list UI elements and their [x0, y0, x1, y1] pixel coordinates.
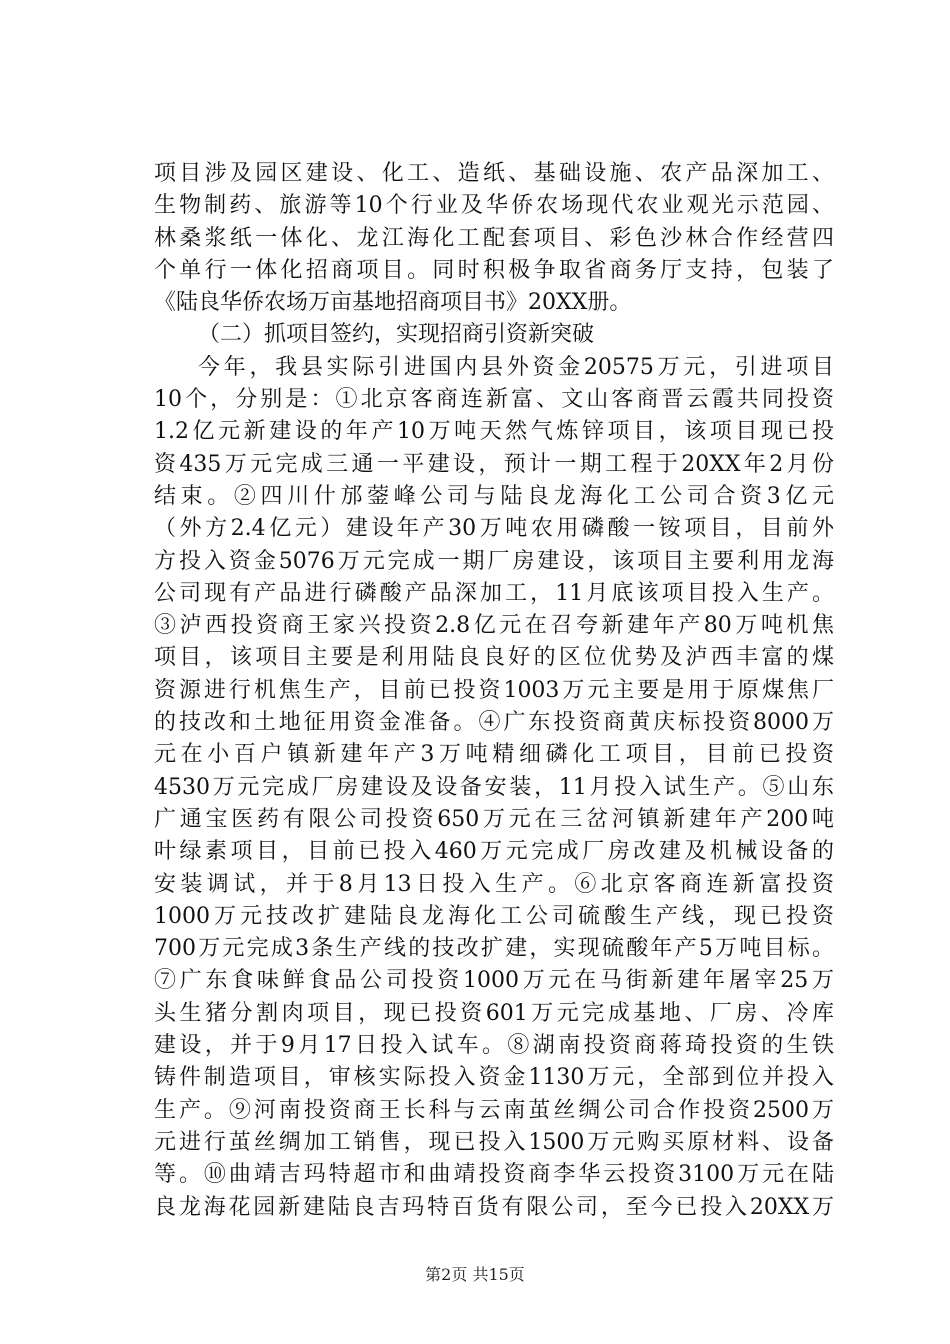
text-line: 等。⑩曲靖吉玛特超市和曲靖投资商李华云投资3100万元在陆 [154, 1162, 834, 1188]
text-line: 元进行茧丝绸加工销售，现已投入1500万元购买原材料、设备 [154, 1129, 834, 1155]
text-line: ③泸西投资商王家兴投资2.8亿元在召夸新建年产80万吨机焦 [154, 613, 834, 639]
text-line: 方投入资金5076万元完成一期厂房建设，该项目主要利用龙海 [154, 548, 834, 574]
text-line: 铸件制造项目，审核实际投入资金1130万元，全部到位并投入 [154, 1065, 834, 1091]
text-line: 元在小百户镇新建年产3万吨精细磷化工项目，目前已投资 [154, 742, 834, 768]
text-line: 建设，并于9月17日投入试车。⑧湖南投资商蒋琦投资的生铁 [154, 1033, 834, 1059]
text-line: 700万元完成3条生产线的技改扩建，实现硫酸年产5万吨目标。 [154, 936, 834, 962]
text-line: 个单行一体化招商项目。同时积极争取省商务厅支持，包装了 [154, 257, 834, 283]
text-line: 叶绿素项目，目前已投入460万元完成厂房改建及机械设备的 [154, 839, 834, 865]
text-line: ⑦广东食味鲜食品公司投资1000万元在马街新建年屠宰25万 [154, 968, 834, 994]
text-line: 项目涉及园区建设、化工、造纸、基础设施、农产品深加工、 [154, 161, 834, 186]
text-line: 1.2亿元新建设的年产10万吨天然气炼锌项目，该项目现已投 [154, 419, 834, 445]
section-heading: （二）抓项目签约，实现招商引资新突破 [198, 322, 595, 348]
text-line: 生产。⑨河南投资商王长科与云南茧丝绸公司合作投资2500万 [154, 1097, 834, 1123]
text-line: 《陆良华侨农场万亩基地招商项目书》20XX册。 [154, 290, 632, 316]
text-line: 项目，该项目主要是利用陆良良好的区位优势及泸西丰富的煤 [154, 645, 834, 671]
page-number-footer: 第2页 共15页 [425, 1265, 525, 1284]
text-line: 公司现有产品进行磷酸产品深加工，11月底该项目投入生产。 [154, 580, 834, 606]
text-line: 资源进行机焦生产，目前已投资1003万元主要是用于原煤焦厂 [154, 677, 834, 703]
text-line: 4530万元完成厂房建设及设备安装，11月投入试生产。⑤山东 [154, 774, 834, 800]
text-line: 资435万元完成三通一平建设，预计一期工程于20XX年2月份 [154, 451, 834, 477]
text-line: 广通宝医药有限公司投资650万元在三岔河镇新建年产200吨 [154, 806, 834, 832]
document-body [154, 158, 834, 1224]
text-line: 10个，分别是：①北京客商连新富、文山客商晋云霞共同投资 [154, 387, 834, 413]
text-line: 林桑浆纸一体化、龙江海化工配套项目、彩色沙林合作经营四 [154, 225, 834, 251]
text-line: 的技改和土地征用资金准备。④广东投资商黄庆标投资8000万 [154, 710, 834, 736]
text-line: 1000万元技改扩建陆良龙海化工公司硫酸生产线，现已投资 [154, 903, 834, 929]
text-line: 良龙海花园新建陆良吉玛特百货有限公司，至今已投入20XX万 [154, 1194, 834, 1220]
text-line: 头生猪分割肉项目，现已投资601万元完成基地、厂房、冷库 [154, 1000, 834, 1026]
text-line: 结束。②四川什邡蓥峰公司与陆良龙海化工公司合资3亿元 [154, 483, 834, 509]
text-line: （外方2.4亿元）建设年产30万吨农用磷酸一铵项目，目前外 [154, 516, 834, 542]
text-line: 生物制药、旅游等10个行业及华侨农场现代农业观光示范园、 [154, 193, 834, 219]
paragraph-first-line: 今年，我县实际引进国内县外资金20575万元，引进项目 [198, 354, 834, 380]
text-line: 安装调试，并于8月13日投入生产。⑥北京客商连新富投资 [154, 871, 834, 897]
